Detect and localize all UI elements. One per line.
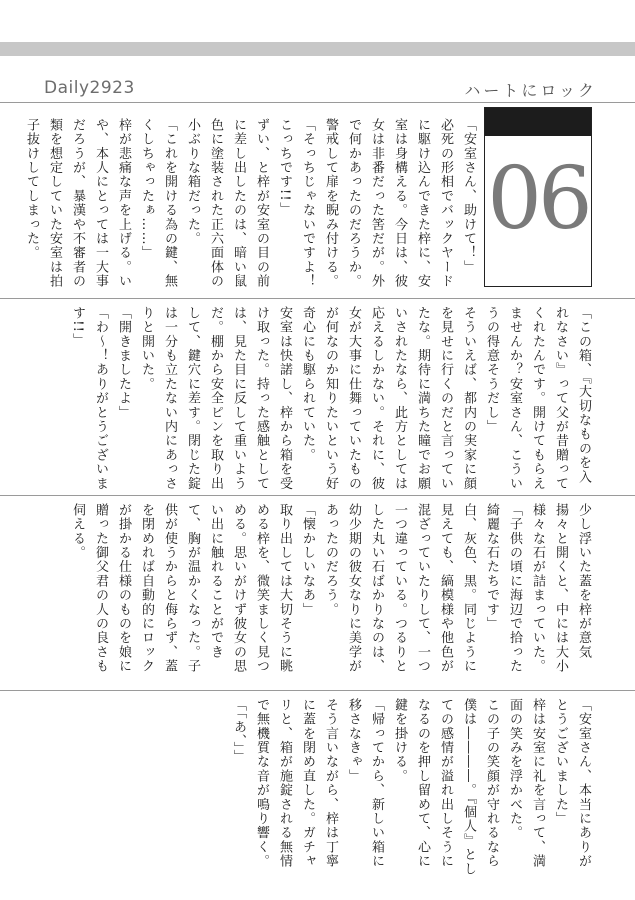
paragraph: 取り出しては大切そうに眺める梓を、微笑ましく見つめる。思いがけず彼女の思い出に触れることができて、胸が温かくなった。子供が使うからと侮らず、蓋を閉めれば自動的にロックが掛かる仕様のものを娘に贈った御父君の人の良さも伺える。	[70, 503, 292, 674]
paragraph: 梓は安室に礼を言って、満面の笑みを浮かべた。	[507, 698, 545, 869]
paragraph: 「帰ってから、新しい箱に移さなきゃ」	[346, 698, 384, 869]
paragraph: ずい、と梓が安室の目の前に差し出したのは、暗い鼠色に塗装された正六面体の小ぶりな箱だった。	[185, 118, 269, 289]
divider-line	[0, 690, 635, 691]
paragraph: そう言いながら、梓は丁寧に蓋を閉め直した。ガチャリと、箱が施錠される無情で無機質な音が鳴り響く。	[254, 698, 338, 869]
divider-line	[0, 102, 635, 103]
text-tier-4	[35, 698, 595, 880]
text-tier-3	[35, 503, 595, 685]
paragraph: 「わ〜！ありがとうございます!!」	[70, 306, 108, 491]
divider-line	[0, 495, 635, 496]
paragraph: 「子供の頃に海辺で拾った綺麗な石たちです」	[484, 503, 522, 674]
paragraph: 「そっちじゃないですよ！こっちです!!」	[277, 118, 315, 289]
paragraph: 「安室さん、助けて！」	[461, 118, 476, 275]
paragraph: 安室は快諾し、梓から箱を受け取った。持った感触としては、見た目に反して重いようだ。棚から安全ピンを取り出して、鍵穴に差す。閉じた錠は一分も立たない内にあっさりと開いた。	[139, 306, 292, 491]
chapter-number: 06	[487, 149, 589, 249]
paragraph: 「開きましたよ」	[116, 306, 131, 420]
paragraph: 「「あ、」」	[231, 698, 246, 764]
paragraph: そういえば、都内の実家に顔を見せに行くのだと言っていたな。期待に満ちた瞳でお願いされたなら、此方としては応えるしかない。それに、彼女が大事に仕舞っていたものが何なのか知りたいという好奇心にも駆られていた。	[300, 306, 476, 491]
chapter-number-box	[484, 107, 592, 287]
top-gray-band	[0, 42, 635, 56]
paragraph: 「懐かしいなあ」	[300, 503, 315, 617]
divider-line	[0, 298, 635, 299]
text-tier-1	[24, 118, 480, 293]
page-header-label: Daily2923	[44, 78, 135, 98]
paragraph: 梓が悲痛な声を上げる。いや、本人にとっては一大事だろうが、暴漢や不審者の類を想定していた安室は拍子抜けしてしまった。	[24, 118, 131, 289]
chapter-box-bar	[485, 108, 591, 136]
story-title: ハートにロック	[464, 81, 597, 100]
paragraph: 少し浮いた蓋を梓が意気揚々と開くと、中には大小様々な石が詰まっていた。	[530, 503, 591, 674]
paragraph: 「これを開ける為の鍵、無くしちゃったぁ……」	[139, 118, 177, 289]
paragraph: 白、灰色、黒。同じように見えても、縞模様や他色が混ざっていたりして、一つ一つ違っている。つるりとした丸い石ばかりなのは、幼少期の彼女なりに美学があったのだろう。	[323, 503, 476, 674]
paragraph: 必死の形相でバックヤードに駆け込んできた梓に、安室は身構える。今日は、彼女は非番だった筈だが。外で何かあったのだろうか。警戒して扉を睨み付ける。	[323, 118, 453, 289]
text-tier-2	[35, 306, 595, 491]
paragraph: 「この箱、『大切なものを入れなさい』って父が昔贈ってくれたんです。開けてもらえませんか？安室さん、こういうの得意そうだし」	[484, 306, 591, 491]
paragraph: 「安室さん、本当にありがとうございました」	[553, 698, 591, 869]
paragraph: この子の笑顔が守れるなら僕は――――。『個人』としての感情が溢れ出しそうになるのを押し留めて、心に鍵を掛ける。	[392, 698, 499, 877]
